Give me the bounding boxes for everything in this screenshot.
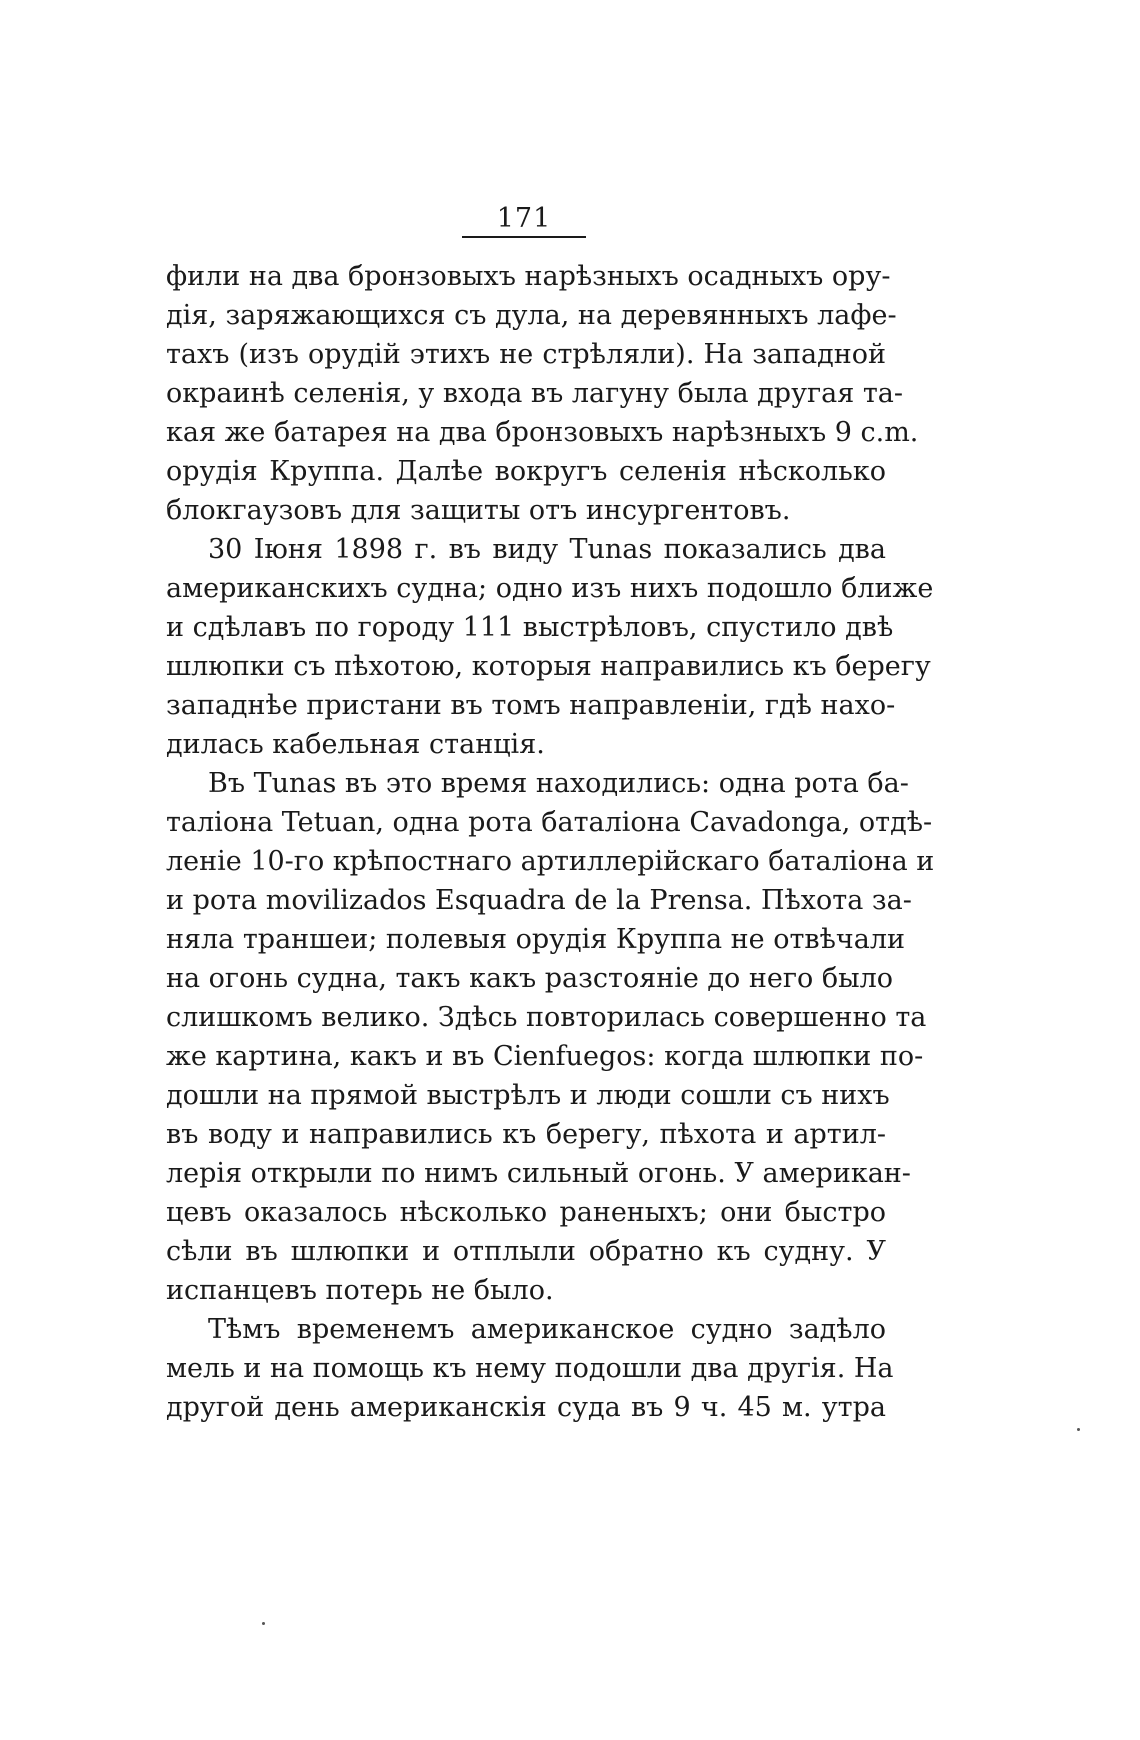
- text-line: же картина, какъ и въ Cienfuegos: когда шлюпки по-: [166, 1041, 924, 1072]
- text-line: Тѣмъ временемъ американское судно задѣло: [208, 1314, 886, 1345]
- text-line: на огонь судна, такъ какъ разстояніе до него было: [166, 963, 893, 994]
- text-line: леніе 10-го крѣпостнаго артиллерійскаго баталіона и: [166, 846, 935, 877]
- text-line: другой день американскія суда въ 9 ч. 45 м. утра: [166, 1392, 886, 1423]
- text-line: дошли на прямой выстрѣлъ и люди сошли съ нихъ: [166, 1080, 890, 1111]
- page-number: 171: [496, 203, 552, 234]
- text-line: цевъ оказалось нѣсколько раненыхъ; они быстро: [166, 1197, 886, 1228]
- text-line: фили на два бронзовыхъ нарѣзныхъ осадныхъ ору-: [166, 261, 891, 292]
- text-line: таліона Tetuan, одна рота баталіона Cavadonga, отдѣ-: [166, 807, 933, 838]
- text-line: въ воду и направились къ берегу, пѣхота и артил-: [166, 1119, 886, 1150]
- text-line: испанцевъ потерь не было.: [166, 1275, 554, 1306]
- text-line: кая же батарея на два бронзовыхъ нарѣзныхъ 9 c.m.: [166, 417, 919, 448]
- print-speck: [1077, 1428, 1080, 1431]
- text-line: тахъ (изъ орудій этихъ не стрѣляли). На западной: [166, 339, 886, 370]
- body-text: [166, 257, 935, 1427]
- text-line: мель и на помощь къ нему подошли два другія. На: [166, 1353, 894, 1384]
- text-line: Въ Tunas въ это время находились: одна рота ба-: [208, 768, 909, 799]
- page-number-rule: [462, 236, 586, 238]
- text-line: шлюпки съ пѣхотою, которыя направились къ берегу: [166, 651, 931, 682]
- text-line: слишкомъ велико. Здѣсь повторилась совершенно та: [166, 1002, 927, 1033]
- print-speck: [262, 1622, 265, 1625]
- text-line: орудія Круппа. Далѣе вокругъ селенія нѣсколько: [166, 456, 886, 487]
- text-line: дилась кабельная станція.: [166, 729, 545, 760]
- text-line: американскихъ судна; одно изъ нихъ подошло ближе: [166, 573, 934, 604]
- text-line: дія, заряжающихся съ дула, на деревянныхъ лафе-: [166, 300, 897, 331]
- text-line: сѣли въ шлюпки и отплыли обратно къ судну. У: [166, 1236, 886, 1267]
- text-line: и рота movilizados Esquadra de la Prensa. Пѣхота за-: [166, 885, 912, 916]
- text-line: лерія открыли по нимъ сильный огонь. У американ-: [166, 1158, 911, 1189]
- text-line: блокгаузовъ для защиты отъ инсургентовъ.: [166, 495, 791, 526]
- text-line: и сдѣлавъ по городу 111 выстрѣловъ, спустило двѣ: [166, 612, 894, 643]
- text-line: 30 Іюня 1898 г. въ виду Tunas показались два: [208, 534, 886, 565]
- paragraph-1: [166, 257, 919, 530]
- text-line: окраинѣ селенія, у входа въ лагуну была другая та-: [166, 378, 903, 409]
- paragraph-4: [166, 1310, 894, 1427]
- text-line: няла траншеи; полевыя орудія Круппа не отвѣчали: [166, 924, 905, 955]
- paragraph-2: [166, 530, 934, 764]
- paragraph-3: [166, 764, 935, 1310]
- text-line: западнѣе пристани въ томъ направленіи, гдѣ нахо-: [166, 690, 896, 721]
